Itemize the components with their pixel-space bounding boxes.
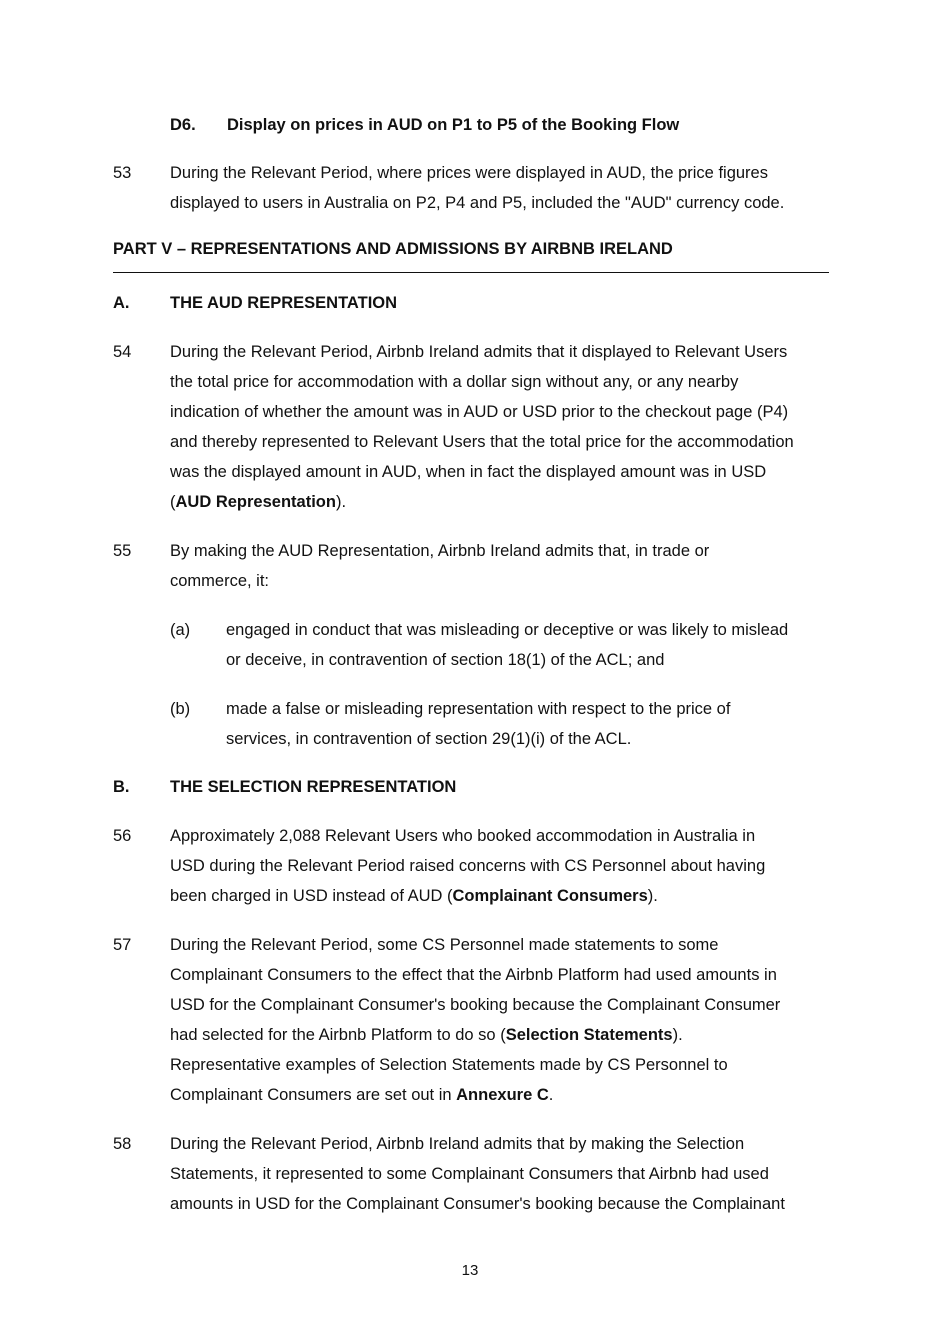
paragraph-number: 53 xyxy=(113,164,132,182)
text-line: During the Relevant Period, Airbnb Ireland admits that by making the Selection xyxy=(170,1135,745,1153)
text-run: . xyxy=(548,1086,554,1104)
text-line: commerce, it: xyxy=(170,572,270,590)
paragraph-number: 57 xyxy=(113,936,132,954)
page-number: 13 xyxy=(461,1262,479,1279)
text-line: During the Relevant Period, some CS Personnel made statements to some xyxy=(170,936,719,954)
text-line xyxy=(170,1020,830,1050)
defined-term: Selection Statements xyxy=(505,1026,673,1044)
paragraph-number: 54 xyxy=(113,343,132,361)
subparagraph-text xyxy=(226,694,826,754)
text-line: Approximately 2,088 Relevant Users who booked accommodation in Australia in xyxy=(170,827,756,845)
subparagraph-label: (b) xyxy=(170,700,191,718)
text-run: ( xyxy=(170,493,176,511)
text-line: displayed to users in Australia on P2, P4 and P5, included the "AUD" currency code. xyxy=(170,194,785,212)
paragraph-text xyxy=(170,337,830,517)
section-title: Display on prices in AUD on P1 to P5 of the Booking Flow xyxy=(227,116,680,134)
text-line: Representative examples of Selection Statements made by CS Personnel to xyxy=(170,1056,728,1074)
text-line xyxy=(170,487,830,517)
part-heading: PART V – REPRESENTATIONS AND ADMISSIONS BY AIRBNB IRELAND xyxy=(113,240,673,258)
text-line xyxy=(170,1080,830,1110)
text-line: or deceive, in contravention of section 18(1) of the ACL; and xyxy=(226,651,665,669)
section-title: THE SELECTION REPRESENTATION xyxy=(170,778,457,796)
paragraph-text xyxy=(170,930,830,1110)
text-line: During the Relevant Period, where prices were displayed in AUD, the price figures xyxy=(170,164,768,182)
text-line: Complainant Consumers to the effect that the Airbnb Platform had used amounts in xyxy=(170,966,777,984)
paragraph-text xyxy=(170,536,830,596)
text-line: Statements, it represented to some Complainant Consumers that Airbnb had used xyxy=(170,1165,769,1183)
annexure-reference: Annexure C xyxy=(456,1086,549,1104)
text-run: ). xyxy=(647,887,658,905)
text-line: indication of whether the amount was in AUD or USD prior to the checkout page (P4) xyxy=(170,403,789,421)
text-line: engaged in conduct that was misleading or deceptive or was likely to mislead xyxy=(226,621,789,639)
text-run: ). xyxy=(335,493,347,511)
subparagraph-text xyxy=(226,615,826,675)
paragraph-text xyxy=(170,158,830,218)
text-line: amounts in USD for the Complainant Consumer's booking because the Complainant xyxy=(170,1195,785,1213)
text-line: made a false or misleading representation with respect to the price of xyxy=(226,700,731,718)
text-run: been charged in USD instead of AUD ( xyxy=(170,887,453,905)
section-title: THE AUD REPRESENTATION xyxy=(170,294,398,312)
divider-rule xyxy=(113,272,829,273)
text-line: USD during the Relevant Period raised concerns with CS Personnel about having xyxy=(170,857,766,875)
text-run: ). xyxy=(672,1026,683,1044)
paragraph-number: 58 xyxy=(113,1135,132,1153)
defined-term: AUD Representation xyxy=(175,493,336,511)
text-line: the total price for accommodation with a dollar sign without any, or any nearby xyxy=(170,373,739,391)
paragraph-number: 56 xyxy=(113,827,132,845)
text-line: services, in contravention of section 29(1)(i) of the ACL. xyxy=(226,730,632,748)
paragraph-text xyxy=(170,1129,830,1219)
defined-term: Complainant Consumers xyxy=(452,887,648,905)
text-line xyxy=(170,881,830,911)
section-label: B. xyxy=(113,778,130,796)
text-line: was the displayed amount in AUD, when in fact the displayed amount was in USD xyxy=(170,463,767,481)
text-line: USD for the Complainant Consumer's booking because the Complainant Consumer xyxy=(170,996,781,1014)
text-line: During the Relevant Period, Airbnb Ireland admits that it displayed to Relevant Users xyxy=(170,343,788,361)
text-line: By making the AUD Representation, Airbnb Ireland admits that, in trade or xyxy=(170,542,710,560)
text-line: and thereby represented to Relevant Users that the total price for the accommodation xyxy=(170,433,794,451)
paragraph-text xyxy=(170,821,830,911)
text-run: had selected for the Airbnb Platform to do so ( xyxy=(170,1026,506,1044)
subparagraph-label: (a) xyxy=(170,621,191,639)
text-run: Complainant Consumers are set out in xyxy=(170,1086,457,1104)
section-label: D6. xyxy=(170,116,196,134)
section-label: A. xyxy=(113,294,130,312)
paragraph-number: 55 xyxy=(113,542,132,560)
